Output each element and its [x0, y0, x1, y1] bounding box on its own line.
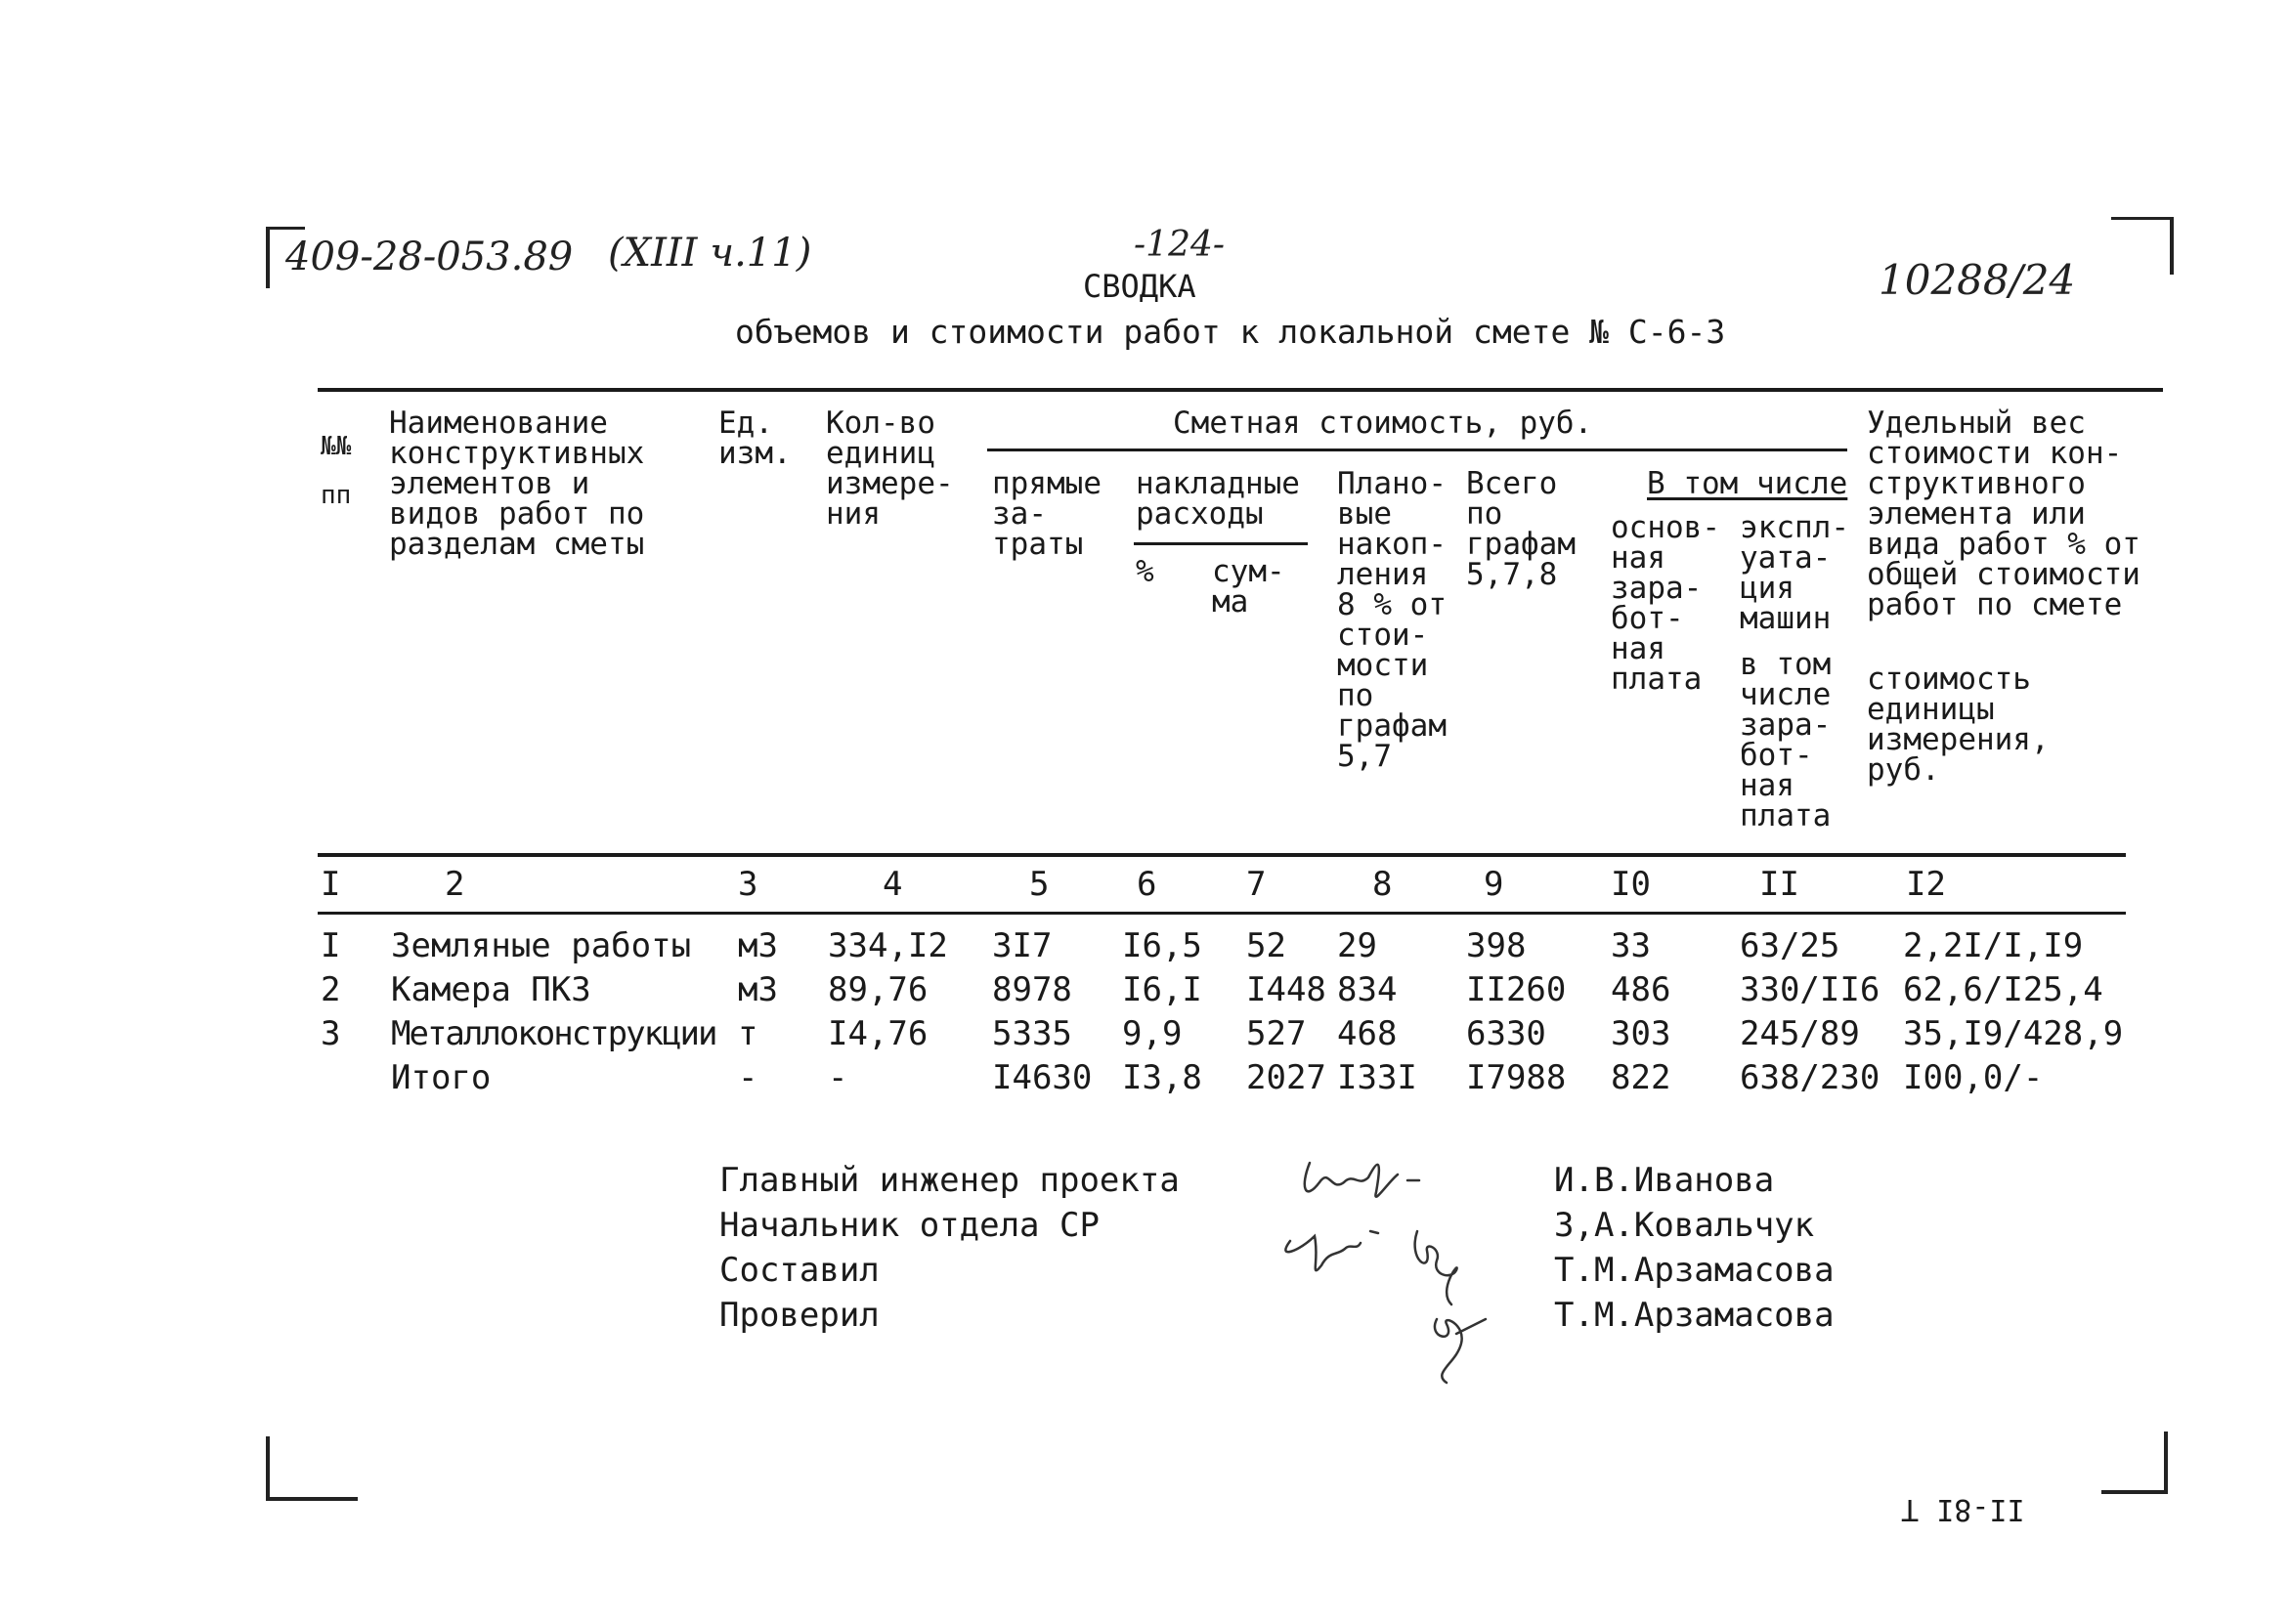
row3-num: 3	[321, 1014, 341, 1053]
header-overhead-sum: сум- ма	[1212, 554, 1285, 620]
header-share: Удельный вес стоимости кон- структивного элемента или вида работ % от общей стоимости работ по смете	[1867, 406, 2140, 622]
header-overhead-pct: %	[1136, 554, 1154, 589]
row1-name: Земляные работы	[391, 926, 692, 965]
signature-role: Начальник отдела СР	[719, 1206, 1100, 1245]
handwritten-signatures	[1261, 1133, 1525, 1388]
header-name: Наименование конструктивных элементов и видов работ по разделам сметы	[389, 406, 645, 562]
row2-overhead-sum: I448	[1246, 970, 1326, 1009]
total-qty: -	[828, 1058, 848, 1097]
signature-role: Проверил	[719, 1296, 880, 1335]
colnum-7: 7	[1246, 865, 1267, 904]
row3-overhead-sum: 527	[1246, 1014, 1307, 1053]
cost-group-rule	[987, 449, 1847, 451]
row1-planned: 29	[1337, 926, 1377, 965]
row2-planned: 834	[1337, 970, 1398, 1009]
row1-overhead-sum: 52	[1246, 926, 1286, 965]
colnum-6: 6	[1137, 865, 1157, 904]
signature-name: И.В.Иванова	[1554, 1161, 1775, 1200]
signature-name: Т.М.Арзамасова	[1554, 1296, 1835, 1335]
colnum-4: 4	[883, 865, 903, 904]
row2-direct: 8978	[992, 970, 1072, 1009]
row1-num: I	[321, 926, 341, 965]
signature-name: З,А.Ковальчук	[1554, 1206, 1815, 1245]
row3-direct: 5335	[992, 1014, 1072, 1053]
header-incl: В том числе	[1647, 466, 1848, 501]
row1-machine: 63/25	[1740, 926, 1840, 965]
row1-base-wage: 33	[1611, 926, 1651, 965]
row2-name: Камера ПКЗ	[391, 970, 591, 1009]
row3-qty: I4,76	[828, 1014, 929, 1053]
signature-role: Составил	[719, 1251, 880, 1290]
row3-base-wage: 303	[1611, 1014, 1671, 1053]
colnum-3: 3	[738, 865, 758, 904]
page-number: -124-	[1134, 225, 1226, 265]
row1-qty: 334,I2	[828, 926, 948, 965]
total-direct: I4630	[992, 1058, 1093, 1097]
registration-number: 10288/24	[1879, 256, 2076, 304]
corner-mark-top-right	[2111, 217, 2174, 275]
colnum-1: I	[321, 865, 341, 904]
corner-mark-bottom-right	[2101, 1432, 2168, 1494]
row2-share: 62,6/I25,4	[1903, 970, 2103, 1009]
header-machine-wage: в том числе зара- бот- ная плата	[1740, 647, 1832, 833]
header-cost-group: Сметная стоимость, руб.	[1173, 406, 1593, 441]
overhead-rule	[1134, 542, 1308, 545]
total-share: I00,0/-	[1903, 1058, 2044, 1097]
row2-num: 2	[321, 970, 341, 1009]
signature-role: Главный инженер проекта	[719, 1161, 1180, 1200]
corner-mark-bottom-left	[266, 1436, 358, 1501]
header-total: Всего по графам 5,7,8	[1466, 466, 1576, 592]
row2-unit: м3	[738, 970, 778, 1009]
doc-code: 409-28-053.89	[285, 235, 574, 279]
row2-base-wage: 486	[1611, 970, 1671, 1009]
row1-share: 2,2I/I,I9	[1903, 926, 2084, 965]
row1-total: 398	[1466, 926, 1527, 965]
colnum-5: 5	[1029, 865, 1050, 904]
row2-machine: 330/II6	[1740, 970, 1880, 1009]
row3-name: Металлоконструкции	[391, 1014, 716, 1053]
colnum-2: 2	[445, 865, 465, 904]
header-unit-cost: стоимость единицы измерения, руб.	[1867, 662, 2050, 788]
total-total: I7988	[1466, 1058, 1567, 1097]
colnum-8: 8	[1372, 865, 1393, 904]
colnum-9: 9	[1484, 865, 1504, 904]
row3-planned: 468	[1337, 1014, 1398, 1053]
page-title: СВОДКА	[1083, 268, 1196, 305]
header-overhead: накладные расходы	[1136, 466, 1300, 532]
row3-machine: 245/89	[1740, 1014, 1860, 1053]
colnum-10: I0	[1611, 865, 1651, 904]
total-overhead-pct: I3,8	[1122, 1058, 1202, 1097]
header-bottom-rule	[318, 853, 2126, 857]
header-direct: прямые за- траты	[992, 466, 1102, 562]
row2-overhead-pct: I6,I	[1122, 970, 1202, 1009]
row2-total: II260	[1466, 970, 1567, 1009]
row1-direct: 3I7	[992, 926, 1053, 965]
header-unit: Ед. изм.	[718, 406, 792, 471]
colnum-11: II	[1759, 865, 1799, 904]
colnum-12: I2	[1906, 865, 1946, 904]
header-machine: экспл- уата- ция машин	[1740, 510, 1849, 636]
header-planned: Плано- вые накоп- ления 8 % от стои- мости по графам 5,7	[1337, 466, 1447, 774]
column-numbers-rule	[318, 912, 2126, 915]
page-subtitle: объемов и стоимости работ к локальной смете № С-6-3	[735, 313, 1726, 351]
row3-overhead-pct: 9,9	[1122, 1014, 1183, 1053]
header-num: №№ пп	[321, 432, 352, 510]
row1-overhead-pct: I6,5	[1122, 926, 1202, 965]
total-unit: -	[738, 1058, 758, 1097]
row3-share: 35,I9/428,9	[1903, 1014, 2124, 1053]
row3-unit: т	[738, 1014, 758, 1053]
total-planned: I33I	[1337, 1058, 1417, 1097]
footer-mark: II-8I T	[1901, 1492, 2025, 1526]
total-base-wage: 822	[1611, 1058, 1671, 1097]
doc-part: (XIII ч.11)	[608, 231, 812, 276]
row2-qty: 89,76	[828, 970, 929, 1009]
total-overhead-sum: 2027	[1246, 1058, 1326, 1097]
table-top-rule	[318, 388, 2163, 392]
signature-name: Т.М.Арзамасова	[1554, 1251, 1835, 1290]
total-machine: 638/230	[1740, 1058, 1880, 1097]
row1-unit: м3	[738, 926, 778, 965]
header-qty: Кол-во единиц измере- ния	[826, 406, 954, 532]
row3-total: 6330	[1466, 1014, 1546, 1053]
header-base-wage: основ- ная зара- бот- ная плата	[1611, 510, 1720, 697]
total-name: Итого	[391, 1058, 492, 1097]
